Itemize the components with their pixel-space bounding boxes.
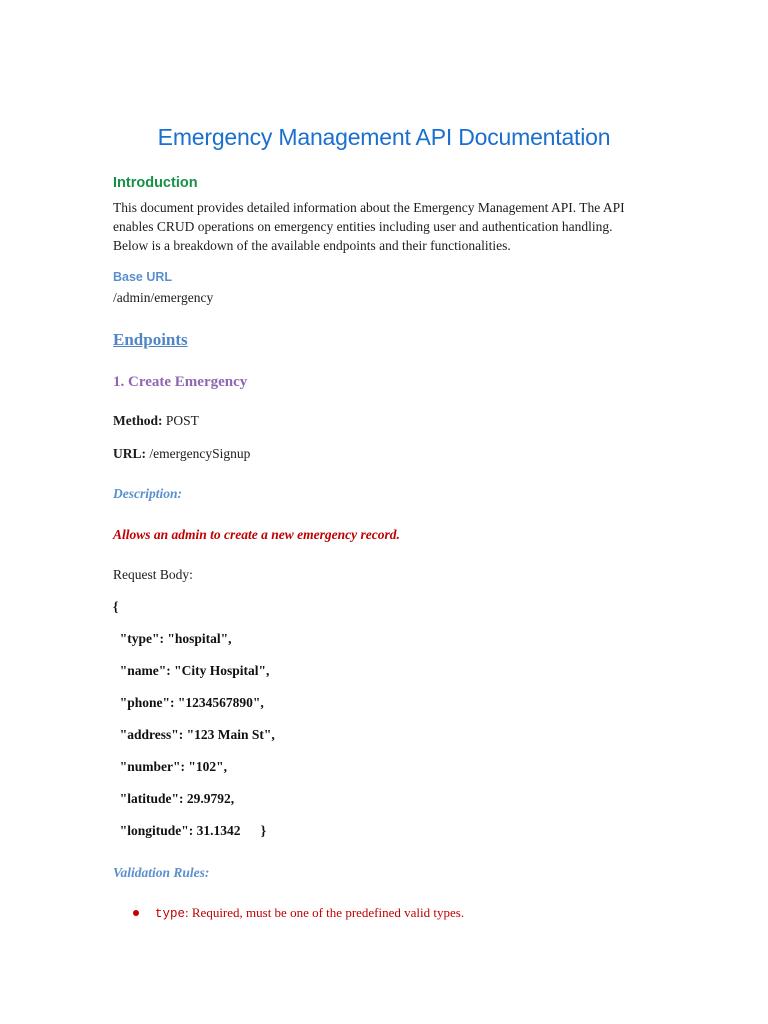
url-label: URL: <box>113 446 146 461</box>
url-line <box>113 446 250 462</box>
description-text: Allows an admin to create a new emergency record. <box>113 527 400 542</box>
request-body-label: Request Body: <box>113 567 193 582</box>
document-title: Emergency Management API Documentation <box>157 124 611 150</box>
method-value: POST <box>162 413 199 428</box>
validation-rule-field: type <box>155 907 186 921</box>
introduction-body: This document provides detailed information about the Emergency Management API. The API enables CRUD operations on emergency entities including user and authentication handling. Below is a breakdown of the available endpoints and their functionalities. <box>113 200 625 253</box>
request-body-line: "name": "City Hospital", <box>113 663 270 678</box>
request-body-line: "phone": "1234567890", <box>113 695 264 710</box>
description-label: Description: <box>113 486 182 501</box>
method-line <box>113 413 199 429</box>
request-body-line: "longitude": 31.1342 } <box>113 823 267 838</box>
request-body-line: "number": "102", <box>113 759 227 774</box>
request-body-line: "address": "123 Main St", <box>113 727 275 742</box>
validation-rule-text: : Required, must be one of the predefined valid types. <box>185 905 465 920</box>
method-label: Method: <box>113 413 163 428</box>
base-url-value: /admin/emergency <box>113 290 214 305</box>
endpoints-heading: Endpoints <box>113 330 188 349</box>
request-body-line: "latitude": 29.9792, <box>113 791 235 806</box>
introduction-heading: Introduction <box>113 175 198 191</box>
request-body-line: { <box>113 599 119 614</box>
url-value: /emergencySignup <box>146 446 251 461</box>
validation-rule-item <box>133 905 464 921</box>
create-emergency-heading: 1. Create Emergency <box>113 374 248 390</box>
bullet-icon <box>133 910 139 916</box>
request-body-line: "type": "hospital", <box>113 631 232 646</box>
base-url-label: Base URL <box>113 270 173 284</box>
validation-rules-label: Validation Rules: <box>113 865 210 880</box>
